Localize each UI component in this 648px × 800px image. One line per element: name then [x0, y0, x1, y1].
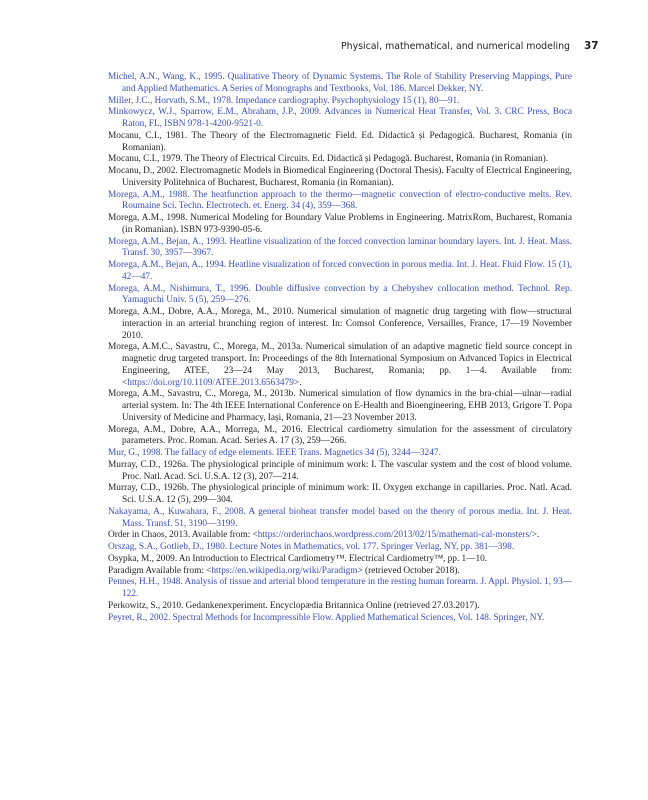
reference-text: Nakayama, A., Kuwahara, F., 2008. A general bioheat transfer model based on the theory of porous media. Int. J. Heat. Mass. Transf. 51, 3190—3199. — [108, 506, 572, 529]
reference-text: Perkowitz, S., 2010. Gedankenexperiment. Encyclopædia Britannica Online (retrieved 27.03.2017). — [108, 600, 480, 611]
reference-text: Order in Chaos, 2013. Available from: < — [108, 530, 258, 541]
reference-url-link[interactable]: https://doi.org/10.1109/ATEE.2013.6563479 — [127, 377, 294, 388]
reference-text: Morega, A.M., Dobre, A.A., Morrega, M., 2016. Electrical cardiometry simulation for the assessment of circulatory parameters. Proc. Roman. Acad. Series A. 17 (3), 259—266. — [108, 424, 572, 447]
reference-text: Morega, A.M., Bejan, A., 1994. Heatline visualization of forced convection in porous media. Int. J. Heat. Fluid Flow. 15 (1), 42—47. — [108, 260, 572, 282]
reference-entry[interactable] — [108, 507, 572, 531]
reference-url-link[interactable]: https://en.wikipedia.org/wiki/Paradigm — [211, 565, 358, 576]
reference-text-tail: >. — [293, 377, 302, 388]
reference-text: Michel, A.N., Wang, K., 1995. Qualitative Theory of Dynamic Systems. The Role of Stability Preserving Mappings, Pure and Applied Mathematics. A Series of Monographs and Textbooks, Vol. 186. Marcel Dekker, NY. — [108, 72, 572, 94]
reference-text: Murray, C.D., 1926b. The physiological principle of minimum work: II. Oxygen exchange in capillaries. Proc. Natl. Acad. Sci. U.S.A. 12 (5), 299—304. — [108, 483, 572, 505]
reference-entry[interactable] — [108, 190, 572, 214]
reference-entry — [108, 425, 572, 449]
reference-entry[interactable] — [108, 237, 572, 261]
reference-url-link[interactable]: https://orderinchaos.wordpress.com/2013/02/15/mathemati-cal-monsters/ — [257, 530, 532, 541]
reference-entry — [108, 601, 572, 613]
reference-entry — [108, 131, 572, 155]
reference-text: Mocanu, C.I., 1979. The Theory of Electrical Circuits. Ed. Didactică și Pedagogă. Bucharest, Romania (in Romanian). — [108, 154, 549, 165]
reference-text: Minkowycz, W.J., Sparrow, E.M., Abraham, J.P., 2009. Advances in Numerical Heat Transfer, Vol. 3. CRC Press, Boca Raton, FL, ISBN 978-1-4200-9521-0. — [108, 107, 572, 129]
reference-entry — [108, 460, 572, 484]
running-title: Physical, mathematical, and numerical modeling — [340, 41, 570, 52]
reference-entry — [108, 483, 572, 507]
reference-entry — [108, 530, 572, 542]
reference-text: Mur, G., 1998. The fallacy of edge elements. IEEE Trans. Magnetics 34 (5), 3244—3247. — [108, 448, 441, 458]
reference-entry — [108, 166, 572, 190]
reference-entry[interactable] — [108, 613, 572, 625]
reference-entry — [108, 342, 572, 389]
reference-text: Osypka, M., 2009. An Introduction to Electrical Cardiometry™. Electrical Cardiometry™, pp. 1—10. — [108, 553, 488, 564]
reference-text: Morega, A.M., 1988. The heatfunction approach to the thermo—magnetic convection of electro-conductive melts. Rev. Roumaine Sci. Techn. Electrotech. et. Energ. 34 (4), 359—368. — [108, 189, 572, 212]
reference-text: Mocanu, C.I., 1981. The Theory of the Electromagnetic Field. Ed. Didactică și Pedagogică. Bucharest, Romania (in Romanian). — [108, 130, 572, 153]
reference-entry[interactable] — [108, 107, 572, 131]
reference-text-tail: >. — [531, 530, 540, 541]
reference-text: Murray, C.D., 1926a. The physiological principle of minimum work: I. The vascular system and the cost of blood volume. Proc. Natl. Acad. Sci. U.S.A. 12 (3), 207—214. — [108, 459, 572, 482]
reference-text: Mocanu, D., 2002. Electromagnetic Models in Biomedical Engineering (Doctoral Thesis). Faculty of Electrical Engineering, University Politehnica of Bucharest, Bucharest, Romania (in Romanian). — [108, 166, 572, 188]
reference-entry — [108, 554, 572, 566]
reference-entry[interactable] — [108, 260, 572, 284]
page-number: 37 — [584, 40, 599, 52]
reference-entry[interactable] — [108, 577, 572, 601]
reference-entry — [108, 307, 572, 342]
reference-entry — [108, 389, 572, 424]
reference-text: Orszag, S.A., Gotlieb, D., 1980. Lecture Notes in Mathematics, vol. 177. Springer Verlag, NY, pp. 381—398. — [108, 542, 515, 552]
reference-text: Morega, A.M.C., Savastru, C., Morega, M., 2013a. Numerical simulation of an adaptive magnetic field source concept in magnetic drug targeted transport. In: Proceedings of the 8th International Symposium on Advanced Topics in Electrical Engineering, ATEE, 23—24 May 2013, Bucharest, Romania; pp. 1—4. Available from: < — [108, 342, 572, 388]
reference-text: Morega, A.M., Nishimura, T., 1996. Double diffusive convection by a Chebyshev collocation method. Technol. Rep. Yamaguchi Univ. 5 (5), 259—276. — [108, 283, 572, 306]
reference-entry[interactable] — [108, 542, 572, 554]
reference-entry — [108, 154, 572, 166]
reference-text-tail: > (retrieved October 2018). — [357, 565, 460, 576]
reference-text: Morega, A.M., Dobre, A.A., Morega, M., 2010. Numerical simulation of magnetic drug targeting with flow—structural interaction in an arterial branching region of interest. In: Comsol Conference, Versailles, France, 17—19 November 2010. — [108, 307, 572, 341]
reference-text: Morega, A.M., Savastru, C., Morega, M., 2013b. Numerical simulation of flow dynamics in the bra-chial—ulnar—radial arterial system. In: The 4th IEEE International Conference on E-Health and Bioengineering, EHB 2013, Grigore T. Popa University of Medicine and Pharmacy, Iași, Romania, 21—23 November 2013. — [108, 389, 572, 423]
reference-entry[interactable] — [108, 448, 572, 460]
reference-text: Miller, J.C., Horvath, S.M., 1978. Impedance cardiography. Psychophysiology 15 (1), 80—91. — [108, 95, 460, 106]
reference-entry[interactable] — [108, 96, 572, 108]
reference-entry — [108, 213, 572, 237]
reference-entry[interactable] — [108, 284, 572, 308]
reference-text: Morega, A.M., Bejan, A., 1993. Heatline visualization of the forced convection laminar boundary layers. Int. J. Heat. Mass. Transf. 30, 3957—3967. — [108, 236, 572, 259]
reference-entry — [108, 566, 572, 578]
reference-text: Morega, A.M., 1998. Numerical Modeling for Boundary Value Problems in Engineering. MatrixRom, Bucharest, Romania (in Romanian). ISBN 973-9390-05-6. — [108, 213, 572, 235]
reference-entry[interactable] — [108, 72, 572, 96]
reference-list — [108, 72, 572, 624]
reference-text: Paradigm Available from: < — [108, 565, 212, 576]
reference-text: Peyret, R., 2002. Spectral Methods for Incompressible Flow. Applied Mathematical Sciences, Vol. 148. Springer, NY. — [108, 612, 545, 623]
reference-text: Pennes, H.H., 1948. Analysis of tissue and arterial blood temperature in the resting human forearm. J. Appl. Physiol. 1, 93—122. — [108, 577, 572, 599]
